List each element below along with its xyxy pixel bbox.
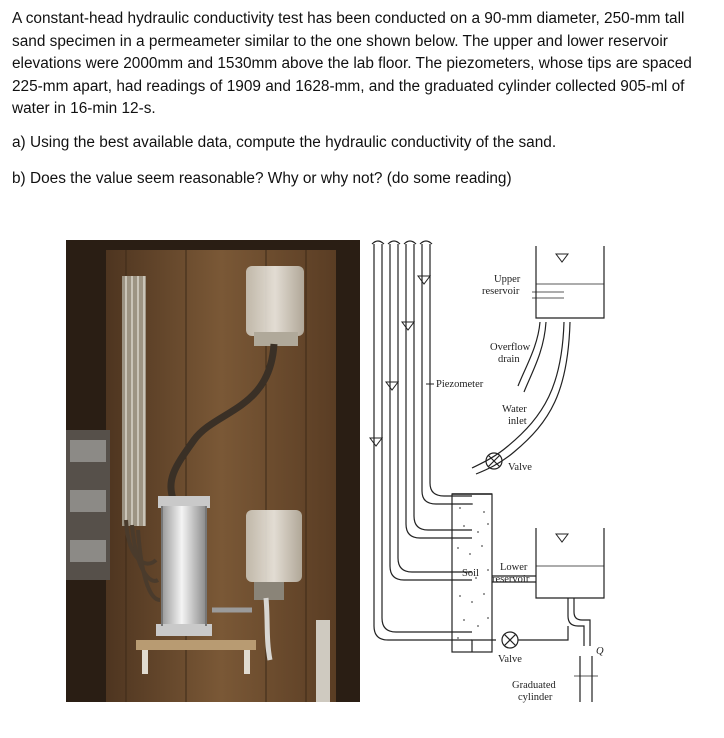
- label-graduated-2: cylinder: [518, 692, 553, 703]
- label-upper-reservoir-2: reservoir: [482, 286, 520, 297]
- label-valve-bottom: Valve: [498, 654, 522, 665]
- permeameter-photo: [66, 240, 360, 702]
- label-soil: Soil: [462, 568, 479, 579]
- lower-reservoir-outline: [536, 528, 604, 598]
- label-valve-top: Valve: [508, 462, 532, 473]
- question-a: a) Using the best available data, compute the hydraulic conductivity of the sand.: [12, 134, 557, 151]
- label-flow-q: Q: [596, 646, 604, 657]
- label-lower-reservoir-1: Lower: [500, 562, 528, 573]
- permeameter-photo-graphic: [66, 240, 360, 702]
- problem-statement: A constant-head hydraulic conductivity test has been conducted on a 90-mm diameter, 250-mm tall sand specimen in a permeameter similar to the one shown below. The upper and lower reservoir elevations were 2000mm and 1530mm above the lab floor. The piezometers, whose tips are spaced 225-mm apart, had readings of 1909 and 1628-mm, and the graduated cylinder collected 905-ml of water in 16-min 12-s.: [12, 10, 692, 118]
- question-b: b) Does the value seem reasonable? Why or why not? (do some reading): [12, 170, 512, 187]
- label-water-inlet-2: inlet: [508, 416, 527, 427]
- permeameter-diagram: [368, 236, 714, 706]
- label-overflow-2: drain: [498, 354, 520, 365]
- label-piezometer: Piezometer: [436, 379, 484, 390]
- label-graduated-1: Graduated: [512, 680, 556, 691]
- label-water-inlet-1: Water: [502, 404, 527, 415]
- upper-reservoir-outline: [536, 246, 604, 318]
- label-lower-reservoir-2: reservoir: [492, 574, 530, 585]
- label-upper-reservoir-1: Upper: [494, 274, 521, 285]
- label-overflow-1: Overflow: [490, 342, 531, 353]
